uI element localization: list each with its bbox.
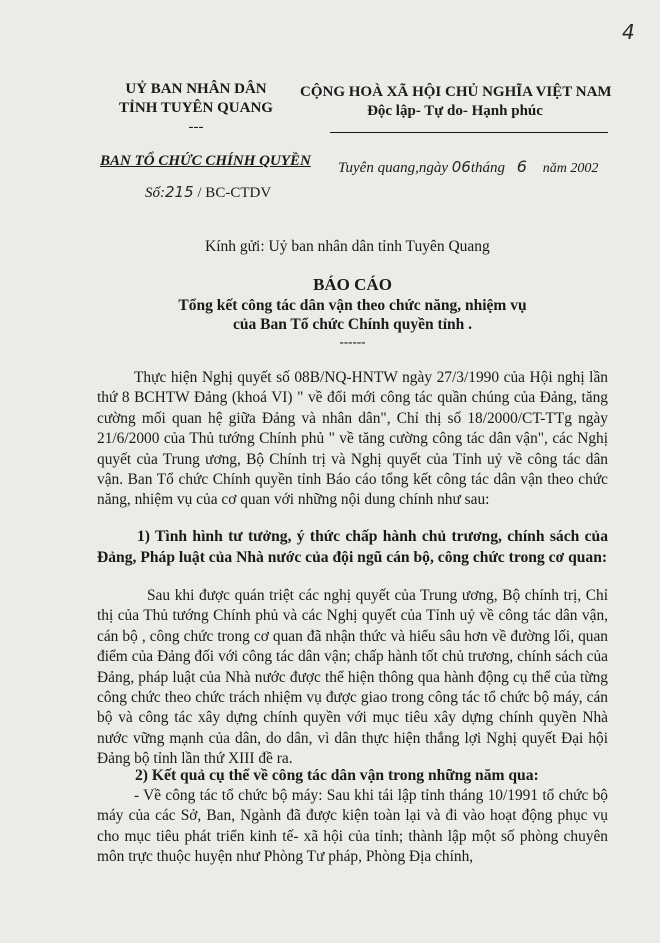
date-month: 6	[516, 157, 527, 176]
report-subtitle-1: Tổng kết công tác dân vận theo chức năng, nhiệm vụ	[178, 297, 527, 314]
number-prefix: Số:	[145, 185, 165, 201]
number-value: 215	[165, 183, 194, 201]
page-corner-mark: 4	[622, 20, 635, 44]
date-year: năm 2002	[542, 161, 599, 176]
date-prefix: Tuyên quang,ngày	[338, 160, 448, 176]
motto-underline	[330, 132, 608, 133]
date-month-word: tháng	[470, 160, 506, 176]
org-name-line1: UỶ BAN NHÂN DÂN	[125, 81, 267, 97]
org-separator: ---	[188, 119, 204, 135]
section-2-paragraph: - Về công tác tổ chức bộ máy: Sau khi tái lập tỉnh tháng 10/1991 tổ chức bộ máy của các Sở, Ban, Ngành đã được kiện toàn lại và đi vào hoạt động phục vụ cho mục tiêu phát triển kinh tế- xã hội của tỉnh; thành lập một số phòng chuyên môn trực thuộc huyện như Phòng Tư pháp, Phòng Địa chính,	[97, 787, 608, 866]
date-day: 06	[451, 158, 471, 176]
intro-paragraph: Thực hiện Nghị quyết số 08B/NQ-HNTW ngày 27/3/1990 của Hội nghị lần thứ 8 BCHTW Đảng (khoá VI) " về đổi mới công tác quần chúng của Đảng, tăng cường mối quan hệ giữa Đảng và nhân dân", Chỉ thị số 18/2000/CT-TTg ngày 21/6/2000 của Thủ tướng Chính phủ " về tăng cường công tác dân vận", các Nghị quyết của Trung ương, Bộ Chính trị và Nghị quyết của Tỉnh uỷ về công tác dân vận. Ban Tổ chức Chính quyền tỉnh Báo cáo tổng kết công tác dân vận theo chức năng, nhiệm vụ của cơ quan với những nội dung chính như sau:	[97, 369, 608, 509]
document-date	[338, 157, 598, 177]
salutation: Kính gửi: Uỷ ban nhân dân tỉnh Tuyên Quang	[205, 238, 490, 255]
section-1-paragraph: Sau khi được quán triệt các nghị quyết của Trung ương, Bộ chính trị, Chỉ thị của Thủ tướng Chính phủ và các Nghị quyết của Tỉnh uỷ về công tác dân vận, cán bộ , công chức trong cơ quan đã nhận thức và hiểu sâu hơn về đường lối, quan điểm của Đảng đối với công tác dân vận; chấp hành tốt chủ trương, chính sách của Đảng, pháp luật của Nhà nước được thể hiện thông qua hành động cụ thể của từng công chức theo chức trách nhiệm vụ được giao trong công tác tổ chức bộ máy, cán bộ và công tác xây dựng chính quyền với mục tiêu xây dựng chính quyền Nhà nước vững mạnh của dân, do dân, vì dân thực hiện thắng lợi Nghị quyết Đại hội Đảng bộ tỉnh lần thứ XIII đề ra.	[97, 587, 608, 768]
document-number	[145, 183, 271, 202]
nation-title: CỘNG HOÀ XÃ HỘI CHỦ NGHĨA VIỆT NAM	[300, 84, 612, 100]
number-suffix: / BC-CTDV	[197, 185, 272, 201]
org-name-line2: TỈNH TUYÊN QUANG	[119, 100, 273, 116]
report-subtitle-2: của Ban Tổ chức Chính quyền tỉnh .	[232, 316, 472, 333]
department-name: BAN TỔ CHỨC CHÍNH QUYỀN	[100, 153, 311, 169]
section-1-heading: 1) Tình hình tư tưởng, ý thức chấp hành chủ trương, chính sách của Đảng, Pháp luật của Nhà nước của đội ngũ cán bộ, công chức trong cơ quan:	[97, 528, 608, 566]
report-title: BÁO CÁO	[313, 275, 392, 294]
nation-motto: Độc lập- Tự do- Hạnh phúc	[367, 103, 543, 119]
section-2-heading: 2) Kết quả cụ thể về công tác dân vận trong những năm qua:	[135, 767, 539, 784]
report-separator: ------	[339, 334, 366, 349]
